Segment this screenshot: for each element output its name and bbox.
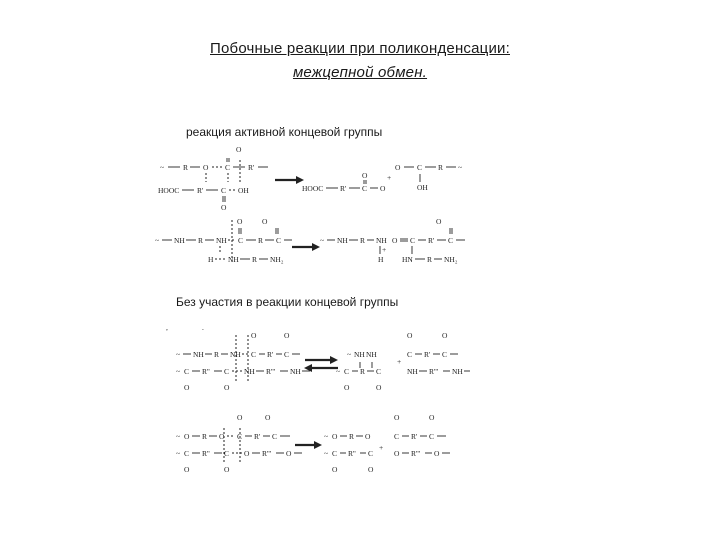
svg-text:O: O <box>376 383 382 392</box>
svg-text:O: O <box>394 413 400 422</box>
svg-text:O: O <box>394 449 400 458</box>
svg-text:C: C <box>184 367 190 376</box>
svg-text:NH: NH <box>376 236 387 245</box>
svg-text:C: C <box>442 350 448 359</box>
reaction-scheme-3 <box>166 323 470 392</box>
svg-text:O: O <box>434 449 440 458</box>
svg-text:C: C <box>251 350 257 359</box>
svg-text:NH: NH <box>216 236 227 245</box>
svg-text:O: O <box>236 145 242 154</box>
svg-text:NH₂: NH₂ <box>270 255 284 264</box>
svg-text:NH: NH <box>230 350 241 359</box>
svg-text:O: O <box>224 383 230 392</box>
svg-text:R: R <box>427 255 433 264</box>
svg-text:O: O <box>284 331 290 340</box>
svg-text:O: O <box>184 432 190 441</box>
svg-text:O: O <box>344 383 350 392</box>
svg-text:~: ~ <box>320 236 325 245</box>
svg-text:NH: NH <box>337 236 348 245</box>
svg-text:R: R <box>360 367 366 376</box>
svg-text:O: O <box>203 163 209 172</box>
svg-text:HOOC: HOOC <box>302 184 324 193</box>
reaction-scheme-1 <box>158 145 462 212</box>
svg-text:O: O <box>184 383 190 392</box>
svg-text:O: O <box>265 413 271 422</box>
svg-text:R: R <box>349 432 355 441</box>
svg-text:OH: OH <box>238 186 249 195</box>
svg-text:+: + <box>382 245 387 254</box>
svg-text:R''': R''' <box>411 449 421 458</box>
svg-text:C: C <box>224 449 230 458</box>
svg-text:C: C <box>221 186 227 195</box>
svg-text:C: C <box>417 163 423 172</box>
svg-text:R': R' <box>340 184 347 193</box>
svg-text:R: R <box>360 236 366 245</box>
svg-text:R': R' <box>248 163 255 172</box>
svg-text:R'': R'' <box>202 449 210 458</box>
svg-text:O: O <box>442 331 448 340</box>
reaction-scheme-2 <box>155 217 465 264</box>
svg-text:NH: NH <box>174 236 185 245</box>
svg-text:O: O <box>362 171 368 180</box>
svg-text:NH: NH <box>193 350 204 359</box>
svg-text:NH: NH <box>366 350 377 359</box>
svg-text:O: O <box>368 465 374 474</box>
svg-text:C: C <box>272 432 278 441</box>
svg-text:C: C <box>368 449 374 458</box>
svg-text:R: R <box>202 432 208 441</box>
svg-text:C: C <box>362 184 368 193</box>
svg-text:H: H <box>378 255 384 264</box>
slide-title: Побочные реакции при поликонденсации: <box>210 40 510 57</box>
svg-text:HOOC: HOOC <box>158 186 180 195</box>
svg-text:NH₂: NH₂ <box>444 255 458 264</box>
svg-text:R: R <box>183 163 189 172</box>
svg-text:C: C <box>344 367 350 376</box>
svg-text:R: R <box>438 163 444 172</box>
svg-text:O: O <box>221 203 227 212</box>
svg-text:~: ~ <box>458 163 463 172</box>
svg-text:O: O <box>380 184 386 193</box>
svg-text:O: O <box>395 163 401 172</box>
svg-text:~: ~ <box>176 350 181 359</box>
svg-text:O: O <box>286 449 292 458</box>
svg-text:NH: NH <box>228 255 239 264</box>
svg-text:O: O <box>407 331 413 340</box>
svg-text:C: C <box>332 449 338 458</box>
svg-text:C: C <box>410 236 416 245</box>
svg-text:R': R' <box>411 432 418 441</box>
svg-text:R'': R'' <box>202 367 210 376</box>
svg-text:C: C <box>284 350 290 359</box>
svg-text:~: ~ <box>176 432 181 441</box>
svg-text:R': R' <box>197 186 204 195</box>
svg-text:+: + <box>387 173 392 182</box>
svg-text:O: O <box>237 413 243 422</box>
svg-text:O: O <box>184 465 190 474</box>
svg-text:C: C <box>238 236 244 245</box>
svg-text:R''': R''' <box>262 449 272 458</box>
slide-subtitle: межцепной обмен. <box>292 64 428 81</box>
svg-text:NH: NH <box>244 367 255 376</box>
svg-text:C: C <box>429 432 435 441</box>
svg-text:C: C <box>225 163 231 172</box>
svg-text:C: C <box>224 367 230 376</box>
svg-text:R': R' <box>254 432 261 441</box>
svg-text:~: ~ <box>176 449 181 458</box>
svg-text:C: C <box>407 350 413 359</box>
svg-text:C: C <box>394 432 400 441</box>
svg-text:O: O <box>219 432 225 441</box>
svg-text:O: O <box>429 413 435 422</box>
svg-text:~: ~ <box>324 432 329 441</box>
svg-text:O: O <box>365 432 371 441</box>
svg-text:~: ~ <box>324 449 329 458</box>
svg-text:O: O <box>237 217 243 226</box>
section-label-active-end-group: реакция активной концевой группы <box>186 125 383 139</box>
svg-text:NH: NH <box>452 367 463 376</box>
svg-text:H: H <box>208 255 214 264</box>
svg-text:C: C <box>237 432 243 441</box>
svg-text:R': R' <box>424 350 431 359</box>
svg-text:+: + <box>397 357 402 366</box>
svg-text:R': R' <box>267 350 274 359</box>
svg-text:~: ~ <box>336 367 341 376</box>
svg-text:+: + <box>379 443 384 452</box>
svg-text:C: C <box>184 449 190 458</box>
svg-text:,: , <box>166 323 168 332</box>
svg-text:~: ~ <box>347 350 352 359</box>
svg-text:O: O <box>392 236 398 245</box>
svg-text:NH: NH <box>407 367 418 376</box>
svg-text:NH: NH <box>354 350 365 359</box>
svg-text:.: . <box>202 323 204 332</box>
svg-text:~: ~ <box>155 236 160 245</box>
svg-text:NH: NH <box>290 367 301 376</box>
svg-text:R'': R'' <box>348 449 356 458</box>
svg-text:O: O <box>262 217 268 226</box>
svg-text:OH: OH <box>417 183 428 192</box>
svg-text:R: R <box>198 236 204 245</box>
svg-text:O: O <box>251 331 257 340</box>
svg-text:R: R <box>258 236 264 245</box>
svg-text:C: C <box>448 236 454 245</box>
svg-text:C: C <box>276 236 282 245</box>
svg-text:O: O <box>332 432 338 441</box>
svg-text:O: O <box>224 465 230 474</box>
svg-text:R': R' <box>428 236 435 245</box>
svg-text:HN: HN <box>402 255 413 264</box>
reaction-scheme-4 <box>176 413 450 474</box>
svg-text:~: ~ <box>160 163 165 172</box>
svg-text:R''': R''' <box>429 367 439 376</box>
svg-text:R: R <box>252 255 258 264</box>
svg-text:C: C <box>376 367 382 376</box>
svg-text:R: R <box>214 350 220 359</box>
svg-text:O: O <box>436 217 442 226</box>
svg-text:O: O <box>332 465 338 474</box>
section-label-no-end-group: Без участия в реакции концевой группы <box>176 295 399 309</box>
svg-text:~: ~ <box>176 367 181 376</box>
svg-text:O: O <box>244 449 250 458</box>
svg-text:R''': R''' <box>266 367 276 376</box>
